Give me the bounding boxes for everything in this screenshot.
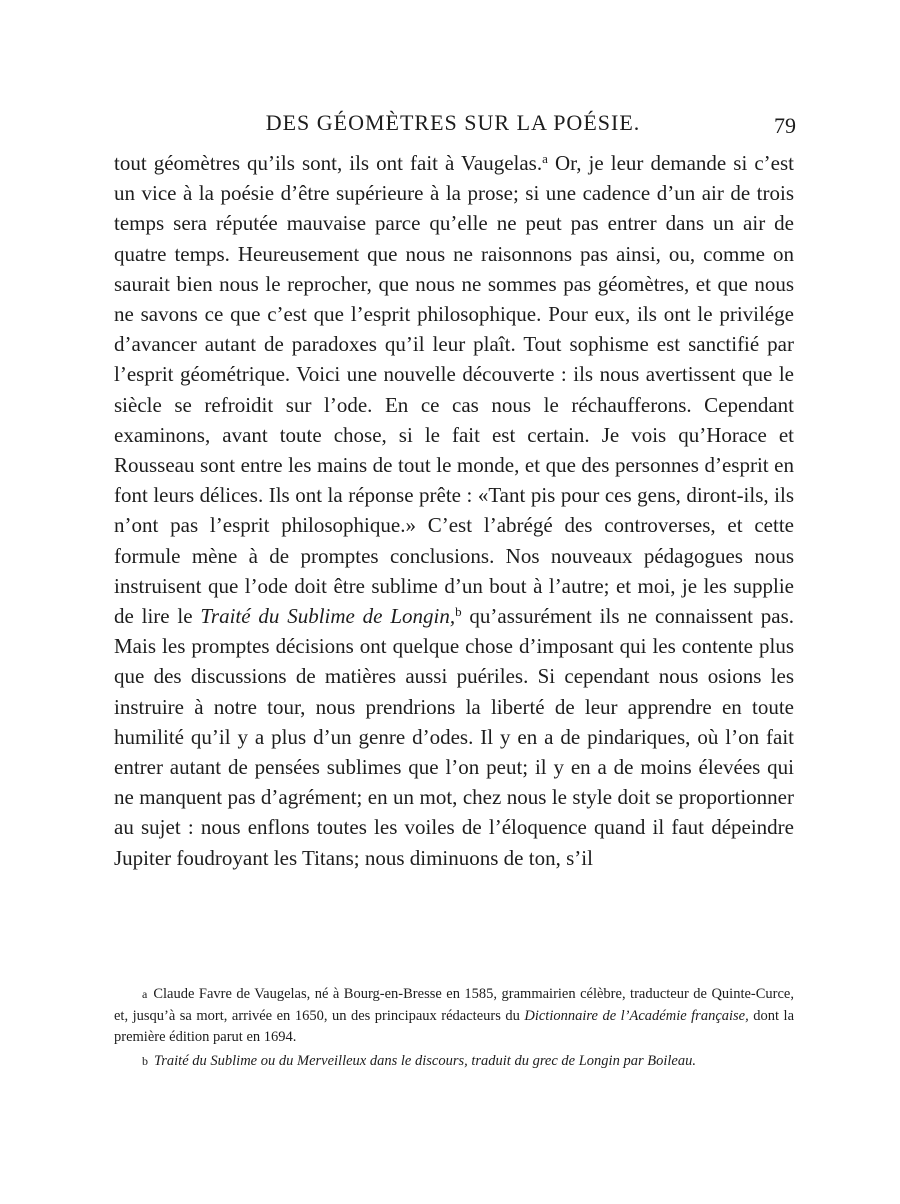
footnote-marker: a xyxy=(142,987,148,1001)
body-segment: qu’assurément ils ne connaissent pas. Mais les promptes décisions ont quelque chose d’imposant qui les contente plus que des discussions de matières aussi puériles. Si cependant nous osions les instruire à notre tour, nous prendrions la liberté de leur apprendre en toute humilité qu’il y a plus d’un genre d’odes. Il y en a de pindariques, où l’on fait entrer autant de pensées sublimes que l’on peut; il y en a de moins élevées qui ne manquent pas d’agrément; en un mot, chez nous le style doit se proportionner au sujet : nous enflons toutes les voiles de l’éloquence quand il faut dépeindre Jupiter foudroyant les Titans; nous diminuons de ton, s’il xyxy=(114,604,794,870)
footnotes xyxy=(114,984,794,1074)
body-text xyxy=(114,148,794,873)
book-title-italic: Traité du Sublime de Longin, xyxy=(200,604,456,629)
body-segment: Or, je leur demande si c’est un vice à la poésie d’être supérieure à la prose; si une cadence d’un air de trois temps sera réputée mauvaise parce qu’elle ne peut pas entrer dans un air de quatre temps. Heureusement que nous ne raisonnons pas ainsi, ou, comme on saurait bien nous le reprocher, que nous ne sommes pas géomètres, et que nous ne savons ce que c’est que l’esprit philosophique. Pour eux, ils ont le privilége d’avancer autant de paradoxes qu’il leur plaît. Tout sophisme est sanctifié par l’esprit géométrique. Voici une nouvelle découverte : ils nous avertissent que le siècle se refroidit sur l’ode. En ce cas nous le réchaufferons. Cependant examinons, avant toute chose, si le fait est certain. Je vois qu’Horace et Rousseau sont entre les mains de tout le monde, et que des personnes d’esprit en font leurs délices. Ils ont la réponse prête : «Tant pis pour ces gens, diront-ils, ils n’ont pas l’esprit philosophique.» C’est l’abrégé des controverses, et cette formule mène à de promptes conclusions. Nos nouveaux pédagogues nous instruisent que l’ode doit être sublime d’un bout à l’autre; et moi, je les supplie de lire le xyxy=(114,151,794,629)
footnote-italic: Traité du Sublime ou du Merveilleux dans le discours, traduit du grec de Longin par Boileau. xyxy=(154,1052,696,1069)
footnote-a xyxy=(114,984,794,1049)
body-segment: tout géomètres qu’ils sont, ils ont fait à Vaugelas. xyxy=(114,151,543,175)
footnote-ref-a: a xyxy=(542,151,548,166)
body-paragraph xyxy=(114,148,794,873)
page-number: 79 xyxy=(774,113,796,138)
footnote-marker: b xyxy=(142,1053,148,1068)
footnote-ref-b: b xyxy=(455,604,462,620)
footnote-b xyxy=(114,1051,794,1073)
running-title: DES GÉOMÈTRES SUR LA POÉSIE. xyxy=(265,110,641,135)
running-head xyxy=(110,108,796,138)
footnote-italic: Dictionnaire de l’Académie française, xyxy=(524,1007,749,1024)
footnote-text: dont la première édition parut en 1694. xyxy=(114,1007,795,1045)
footnote-text: Claude Favre de Vaugelas, né à Bourg-en-Bresse en 1585, grammairien célèbre, traducteur de Quinte-Curce, et, jusqu’à sa mort, arrivée en 1650, un des principaux rédacteurs du xyxy=(114,986,794,1024)
